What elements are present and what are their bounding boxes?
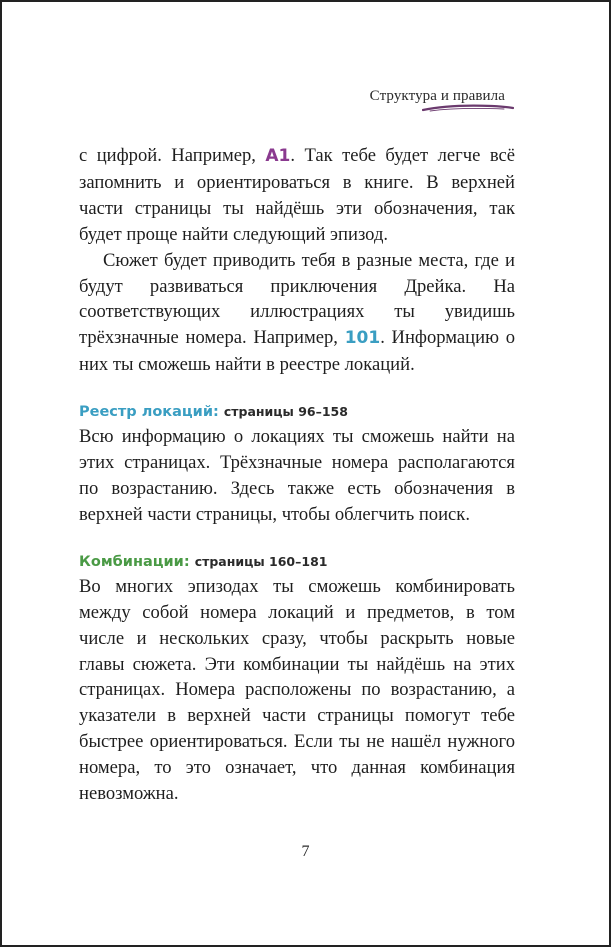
section-text-combinations: Во многих эпизодах ты сможешь комбинировать между собой номера локаций и предметов, в том числе и нескольких сразу, чтобы раскрыть новые главы сюжета. Эти комбинации ты найдёшь на этих страницах. Номера расположены по возрастанию, а указатели в верхней части страницы помогут тебе быстрее ориентироваться. Если ты не нашёл нужного номера, то это означает, что данная комбинация невозможна.	[79, 575, 515, 805]
section-title: Комбинации:	[79, 553, 190, 570]
section-pages: страницы 160–181	[194, 553, 328, 569]
paragraph-text: . Так тебе будет легче всё запомнить и ориентироваться в книге. В верхней части страницы ты найдёшь эти обозначения, так будет проще найти следующий эпизод.	[79, 145, 515, 245]
section-heading-locations	[79, 400, 515, 424]
page-body	[79, 143, 515, 807]
paragraph-text: . Информацию о них ты сможешь найти в реестре локаций.	[79, 327, 515, 376]
location-code-example: 101	[344, 328, 381, 349]
paragraph-intro-continuation	[79, 143, 515, 248]
episode-code-example: A1	[265, 146, 291, 166]
section-title: Реестр локаций:	[79, 404, 219, 421]
paragraph-locations-intro	[79, 248, 515, 379]
running-head-underline	[422, 103, 514, 113]
running-head: Структура и правила	[369, 88, 505, 104]
page-number: 7	[301, 843, 310, 860]
section-heading-combinations	[79, 550, 515, 574]
section-pages: страницы 96–158	[223, 404, 348, 420]
paragraph-text: Сюжет будет приводить тебя в разные места, где и будут развиваться приключения Дрейка. На соответствующих иллюстрациях ты увидишь трёхзначные номера. Например,	[79, 249, 515, 349]
section-text-locations: Всю информацию о локациях ты сможешь найти на этих страницах. Трёхзначные номера располагаются по возрастанию. Здесь также есть обозначения в верхней части страницы, чтобы облегчить поиск.	[79, 426, 515, 525]
paragraph-text: с цифрой. Например,	[79, 145, 266, 166]
